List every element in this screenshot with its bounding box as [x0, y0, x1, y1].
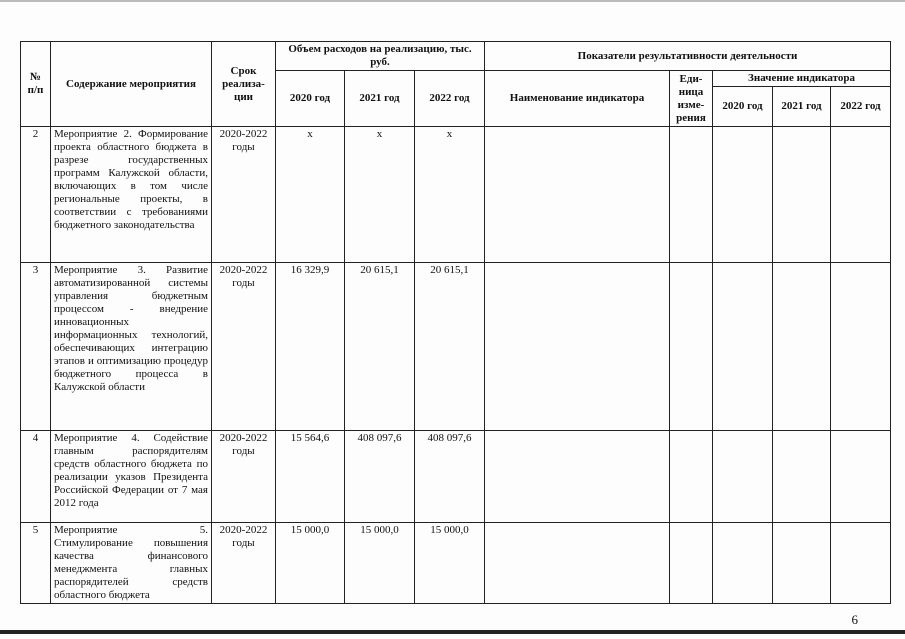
row-content: Мероприятие 2. Формирование проекта областного бюджета в разрезе государственных программ Калужской области, включающих в том числе региональные проекты, в соответствии с требованиями бюджетного законодательства — [51, 127, 212, 263]
header-row-1 — [21, 42, 891, 71]
row-term: 2020-2022 годы — [212, 263, 276, 431]
table-row — [21, 431, 891, 523]
scan-top-edge — [0, 0, 905, 2]
table-row — [21, 127, 891, 263]
row-term: 2020-2022 годы — [212, 127, 276, 263]
row-value-2020: х — [276, 127, 345, 263]
row-ind-2020 — [713, 263, 773, 431]
row-value-2022: 20 615,1 — [415, 263, 485, 431]
header-indicators: Показатели результативности деятельности — [485, 42, 891, 71]
row-term: 2020-2022 годы — [212, 431, 276, 523]
row-ind-2022 — [831, 523, 891, 604]
header-year-2022: 2022 год — [415, 71, 485, 127]
row-ind-2020 — [713, 523, 773, 604]
row-indicator-name — [485, 523, 670, 604]
row-indicator-name — [485, 127, 670, 263]
row-value-2020: 15 564,6 — [276, 431, 345, 523]
row-content: Мероприятие 5. Стимулирование повышения качества финансового менеджмента главных распорядителей средств областного бюджета — [51, 523, 212, 604]
row-ind-2021 — [773, 523, 831, 604]
page-number: 6 — [851, 612, 858, 627]
header-year-2021: 2021 год — [345, 71, 415, 127]
row-num: 5 — [21, 523, 51, 604]
header-ind-2021: 2021 год — [773, 87, 831, 127]
row-num: 3 — [21, 263, 51, 431]
header-ind-2022: 2022 год — [831, 87, 891, 127]
row-content: Мероприятие 4. Содействие главным распорядителям средств областного бюджета по реализации указов Президента Российской Федерации от 7 мая 2012 года — [51, 431, 212, 523]
header-unit: Еди-ница изме-рения — [670, 71, 713, 127]
row-value-2022: 15 000,0 — [415, 523, 485, 604]
row-ind-2020 — [713, 431, 773, 523]
row-value-2020: 16 329,9 — [276, 263, 345, 431]
row-indicator-name — [485, 431, 670, 523]
header-indicator-value: Значение индикатора — [713, 71, 891, 87]
program-table — [20, 41, 891, 604]
row-ind-2021 — [773, 431, 831, 523]
row-unit — [670, 127, 713, 263]
table-row — [21, 523, 891, 604]
header-content: Содержание мероприятия — [51, 42, 212, 127]
header-year-2020: 2020 год — [276, 71, 345, 127]
row-value-2021: 20 615,1 — [345, 263, 415, 431]
row-value-2020: 15 000,0 — [276, 523, 345, 604]
row-content: Мероприятие 3. Развитие автоматизированной системы управления бюджетным процессом - внедрение инновационных информационных технологий, обеспечивающих интеграцию этапов и оптимизацию процедур бюджетного процесса в Калужской области — [51, 263, 212, 431]
header-term: Срок реализа-ции — [212, 42, 276, 127]
row-value-2022: 408 097,6 — [415, 431, 485, 523]
row-num: 4 — [21, 431, 51, 523]
header-indicator-name: Наименование индикатора — [485, 71, 670, 127]
row-value-2021: 15 000,0 — [345, 523, 415, 604]
row-value-2022: х — [415, 127, 485, 263]
row-unit — [670, 263, 713, 431]
row-ind-2022 — [831, 431, 891, 523]
row-unit — [670, 431, 713, 523]
row-num: 2 — [21, 127, 51, 263]
row-term: 2020-2022 годы — [212, 523, 276, 604]
header-ind-2020: 2020 год — [713, 87, 773, 127]
row-ind-2020 — [713, 127, 773, 263]
row-ind-2021 — [773, 127, 831, 263]
row-ind-2021 — [773, 263, 831, 431]
scan-bottom-edge — [0, 630, 905, 634]
row-value-2021: 408 097,6 — [345, 431, 415, 523]
row-indicator-name — [485, 263, 670, 431]
row-ind-2022 — [831, 127, 891, 263]
header-expenses: Объем расходов на реализацию, тыс. руб. — [276, 42, 485, 71]
row-unit — [670, 523, 713, 604]
header-num: № п/п — [21, 42, 51, 127]
table-row — [21, 263, 891, 431]
row-ind-2022 — [831, 263, 891, 431]
row-value-2021: х — [345, 127, 415, 263]
